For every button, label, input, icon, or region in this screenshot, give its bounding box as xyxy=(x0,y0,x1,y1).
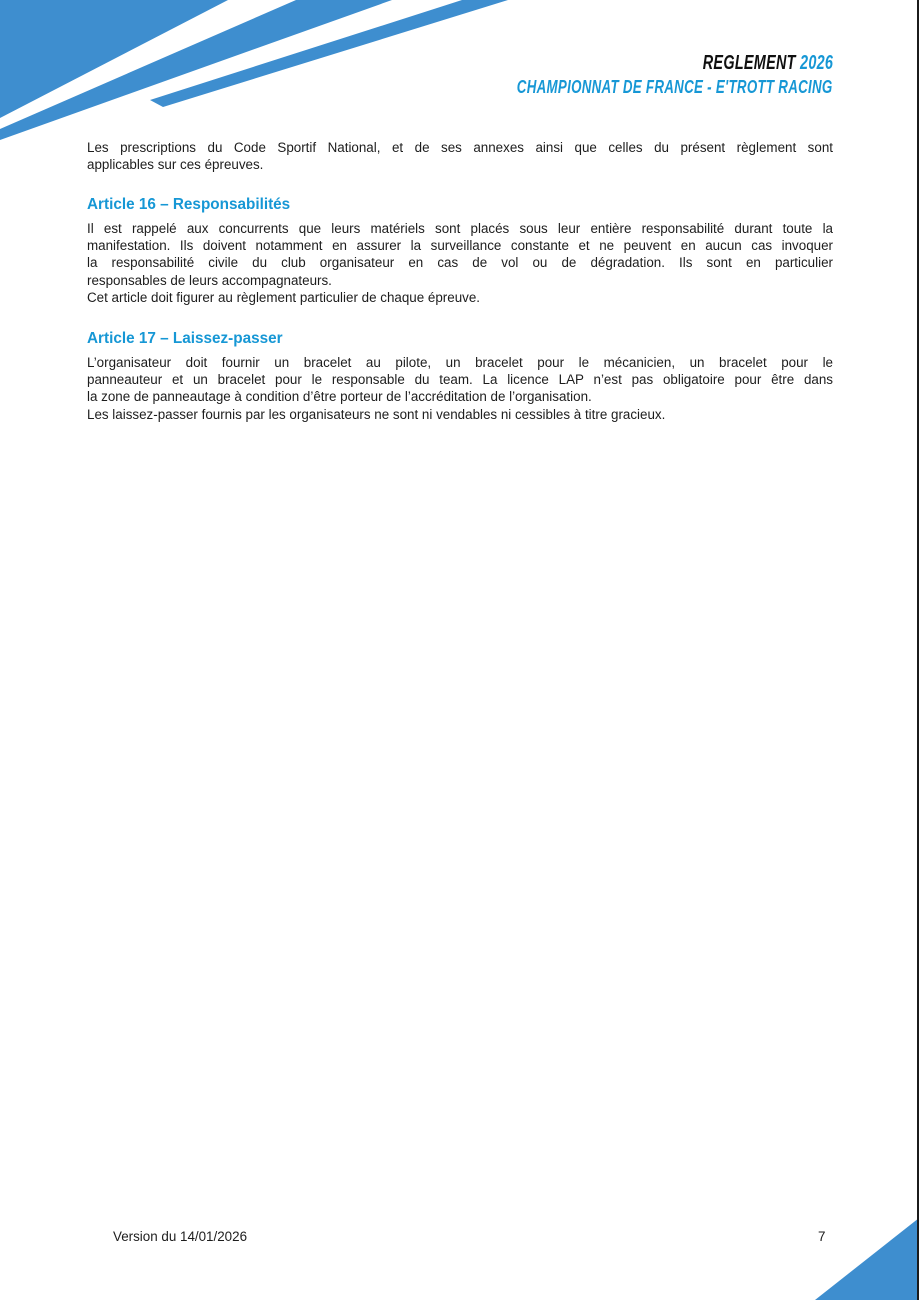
paragraph-line: la responsabilité civile du club organisateur en cas de vol ou de dégradation. Ils sont en particulier xyxy=(87,255,833,271)
paragraph-line: responsables de leurs accompagnateurs. xyxy=(87,272,332,288)
article-17-note: Les laissez-passer fournis par les organisateurs ne sont ni vendables ni cessibles à titre gracieux. xyxy=(87,406,666,422)
article-17-heading: Article 17 – Laissez-passer xyxy=(87,330,283,347)
paragraph-line: L’organisateur doit fournir un bracelet au pilote, un bracelet pour le mécanicien, un bracelet pour le xyxy=(87,355,833,370)
intro-paragraph xyxy=(87,139,833,173)
paragraph-line: Les prescriptions du Code Sportif National, et de ses annexes ainsi que celles du présent règlement sont xyxy=(87,140,833,155)
header-subtitle: CHAMPIONNAT DE FRANCE - E'TROTT RACING xyxy=(517,76,833,97)
footer-page-number: 7 xyxy=(818,1229,826,1244)
footer-version-date: Version du 14/01/2026 xyxy=(113,1229,248,1244)
document-header xyxy=(394,52,833,98)
article-16-note: Cet article doit figurer au règlement particulier de chaque épreuve. xyxy=(87,289,481,305)
paragraph-line: la zone de panneautage à condition d’être porteur de l’accréditation de l’organisation. xyxy=(87,389,592,405)
bottom-corner-triangle-decoration xyxy=(0,1200,919,1300)
article-17-paragraph xyxy=(87,354,833,423)
paragraph-line: manifestation. Ils doivent notamment en assurer la surveillance constante et ne peuvent en aucun cas invoquer xyxy=(87,238,833,254)
header-title-year: 2026 xyxy=(799,52,833,74)
paragraph-line: applicables sur ces épreuves. xyxy=(87,157,264,173)
paragraph-line: panneauteur et un bracelet pour le responsable du team. La licence LAP n’est pas obligatoire pour être dans xyxy=(87,372,833,388)
header-title xyxy=(394,52,833,75)
article-16-heading: Article 16 – Responsabilités xyxy=(87,196,291,213)
header-title-word: REGLEMENT xyxy=(702,52,796,74)
paragraph-line: Il est rappelé aux concurrents que leurs matériels sont placés sous leur entière responsabilité durant toute la xyxy=(87,221,833,236)
article-16-paragraph xyxy=(87,220,833,306)
